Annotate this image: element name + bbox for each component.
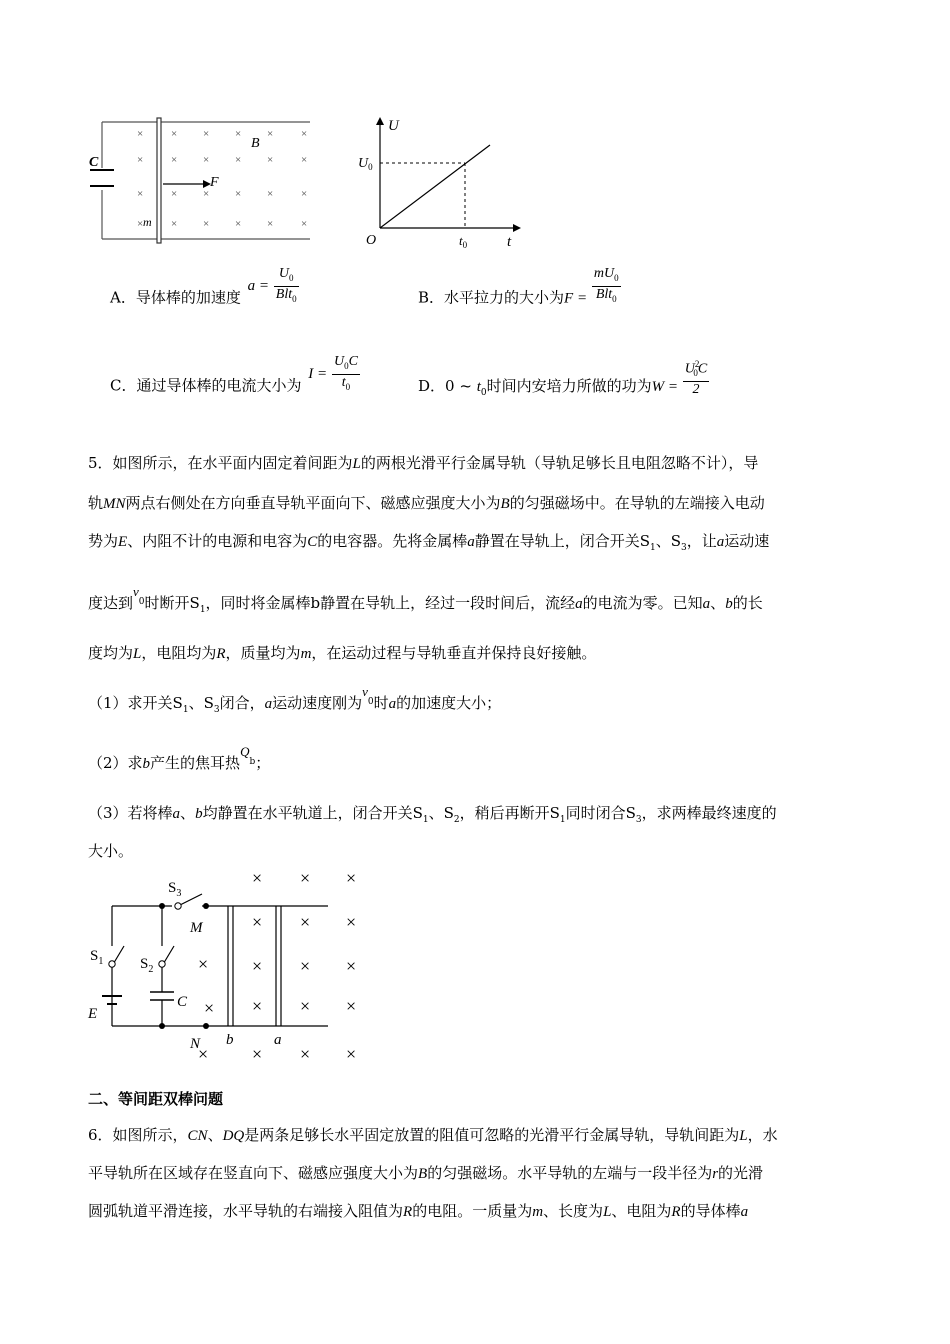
q5-line-1: 5．如图所示，在水平面内固定着间距为L的两根光滑平行金属导轨（导轨足够长且电阻忽略不计），导: [88, 454, 759, 472]
x-tick-label: t: [459, 233, 463, 248]
svg-text:U0: [358, 156, 373, 172]
field-cross: ×: [346, 956, 357, 976]
field-cross: ×: [346, 912, 357, 932]
field-cross: ×: [267, 154, 274, 166]
field-cross: ×: [252, 868, 263, 888]
field-cross: ×: [300, 956, 311, 976]
field-cross: ×: [137, 188, 144, 200]
y-tick-sub: 0: [368, 162, 373, 172]
field-cross: ×: [301, 128, 308, 140]
field-cross: ×: [346, 996, 357, 1016]
field-cross: ×: [204, 998, 215, 1018]
field-cross: ×: [235, 218, 242, 230]
section-heading: 二、等间距双棒问题: [88, 1090, 224, 1108]
field-cross: ×: [252, 956, 263, 976]
option-b[interactable]: B．水平拉力的大小为F = $\frac{mU_0}{Blt_0}$: [418, 266, 619, 307]
n-label: N: [190, 1036, 201, 1052]
field-cross: ×: [267, 188, 274, 200]
field-cross: ×: [203, 218, 210, 230]
c-label: C: [177, 994, 188, 1010]
q5-line-2: 轨MN两点右侧处在方向垂直导轨平面向下、磁感应强度大小为B的匀强磁场中。在导轨的左端接入电动: [88, 494, 765, 512]
field-cross: ×: [137, 128, 144, 140]
field-cross: ×: [267, 128, 274, 140]
field-cross: ×: [171, 188, 178, 200]
option-d[interactable]: D．0 ~ $t_0$时间内安培力所做的功为W = $\frac{U^2_0C}{2}$: [418, 366, 709, 408]
field-cross: ×: [137, 154, 144, 166]
option-d-fraction: $\frac{U^2_0C}{2}$: [683, 356, 709, 398]
field-cross: ×: [300, 912, 311, 932]
field-cross: ×: [300, 868, 311, 888]
field-label: B: [251, 136, 260, 151]
q5-line-4: 度达到$v_0$时断开$S_1$，同时将金属棒b静置在导轨上，经过一段时间后，流经a的电流为零。已知a、b的长: [88, 584, 763, 615]
rail-capacitor-figure: [85, 110, 320, 245]
field-cross: ×: [301, 218, 308, 230]
svg-text:S3: $S_3$: [168, 880, 182, 899]
field-cross: ×: [171, 218, 178, 230]
q5-line-5: 度均为L，电阻均为R，质量均为m，在运动过程与导轨垂直并保持良好接触。: [88, 644, 597, 662]
field-cross: ×: [252, 996, 263, 1016]
y-tick-label: U: [358, 156, 369, 171]
field-crosses: [137, 128, 307, 230]
s1-label: S: [90, 948, 99, 964]
field-cross: ×: [203, 128, 210, 140]
mass-label: m: [143, 215, 152, 229]
field-cross: ×: [301, 154, 308, 166]
force-label: F: [210, 175, 219, 190]
option-b-fraction: $\frac{mU_0}{Blt_0}$: [593, 266, 619, 304]
svg-text:S2: $S_2$: [140, 956, 154, 975]
field-cross: ×: [301, 188, 308, 200]
field-cross: ×: [252, 1044, 263, 1064]
option-c[interactable]: C．通过导体棒的电流大小为 I = $\frac{U_0C}{t_0}$: [110, 354, 358, 395]
origin-label: O: [366, 233, 377, 248]
q6-line-1: 6．如图所示，CN、DQ是两条足够长水平固定放置的阻值可忽略的光滑平行金属导轨，导轨间距为L，水: [88, 1126, 778, 1144]
y-axis-label: U: [388, 118, 399, 134]
e-label: E: [88, 1006, 98, 1022]
m-label: M: [190, 920, 203, 936]
field-cross: ×: [235, 188, 242, 200]
field-cross: ×: [235, 128, 242, 140]
u-t-graph: [355, 115, 525, 250]
option-a[interactable]: A．导体棒的加速度 a = $\frac{U_0}{Blt_0}$: [110, 266, 297, 307]
option-a-fraction: $\frac{U_0}{Blt_0}$: [275, 266, 297, 304]
rod-a-label: a: [274, 1032, 282, 1048]
field-cross: ×: [171, 128, 178, 140]
field-cross: ×: [203, 188, 210, 200]
svg-text:t0: [459, 233, 468, 250]
svg-text:S1: $S_1$: [90, 948, 104, 967]
field-cross: ×: [198, 1044, 209, 1064]
field-cross: ×: [300, 996, 311, 1016]
q5-part-1: （1）求开关$S_1$、$S_3$闭合，a运动速度刚为$v_0$时a的加速度大小；: [88, 684, 502, 715]
field-cross: ×: [235, 154, 242, 166]
field-cross: ×: [171, 154, 178, 166]
q5-part-3-line-2: 大小。: [88, 842, 134, 860]
capacitor-label: C: [89, 155, 99, 170]
option-c-fraction: $\frac{U_0C}{t_0}$: [333, 354, 358, 392]
circuit-figure: [80, 866, 380, 1066]
field-cross: ×: [267, 218, 274, 230]
field-cross: ×: [137, 218, 144, 230]
x-tick-sub: 0: [462, 240, 468, 250]
rod-b-label: b: [226, 1032, 234, 1048]
q6-line-2: 平导轨所在区域存在竖直向下、磁感应强度大小为B的匀强磁场。水平导轨的左端与一段半径为r的光滑: [88, 1164, 764, 1182]
field-cross: ×: [252, 912, 263, 932]
field-cross: ×: [346, 868, 357, 888]
field-cross: ×: [346, 1044, 357, 1064]
q6-line-3: 圆弧轨道平滑连接，水平导轨的右端接入阻值为R的电阻。一质量为m、长度为L、电阻为R的导体棒a: [88, 1202, 749, 1220]
q5-line-3: 势为E、内阻不计的电源和电容为C的电容器。先将金属棒a静置在导轨上，闭合开关$S_1$、$S_3$，让a运动速: [88, 532, 770, 553]
s2-label: S: [140, 956, 149, 972]
q5-part-2: （2）求b产生的焦耳热$Q_b$；: [88, 744, 271, 772]
field-cross: ×: [198, 954, 209, 974]
x-axis-label: t: [507, 234, 512, 250]
q5-part-3-line-1: （3）若将棒a、b均静置在水平轨道上，闭合开关$S_1$、$S_2$，稍后再断开$S_1$同时闭合$S_3$，求两棒最终速度的: [88, 804, 777, 825]
field-cross: ×: [203, 154, 210, 166]
s3-label: S: [168, 880, 177, 896]
field-cross: ×: [300, 1044, 311, 1064]
